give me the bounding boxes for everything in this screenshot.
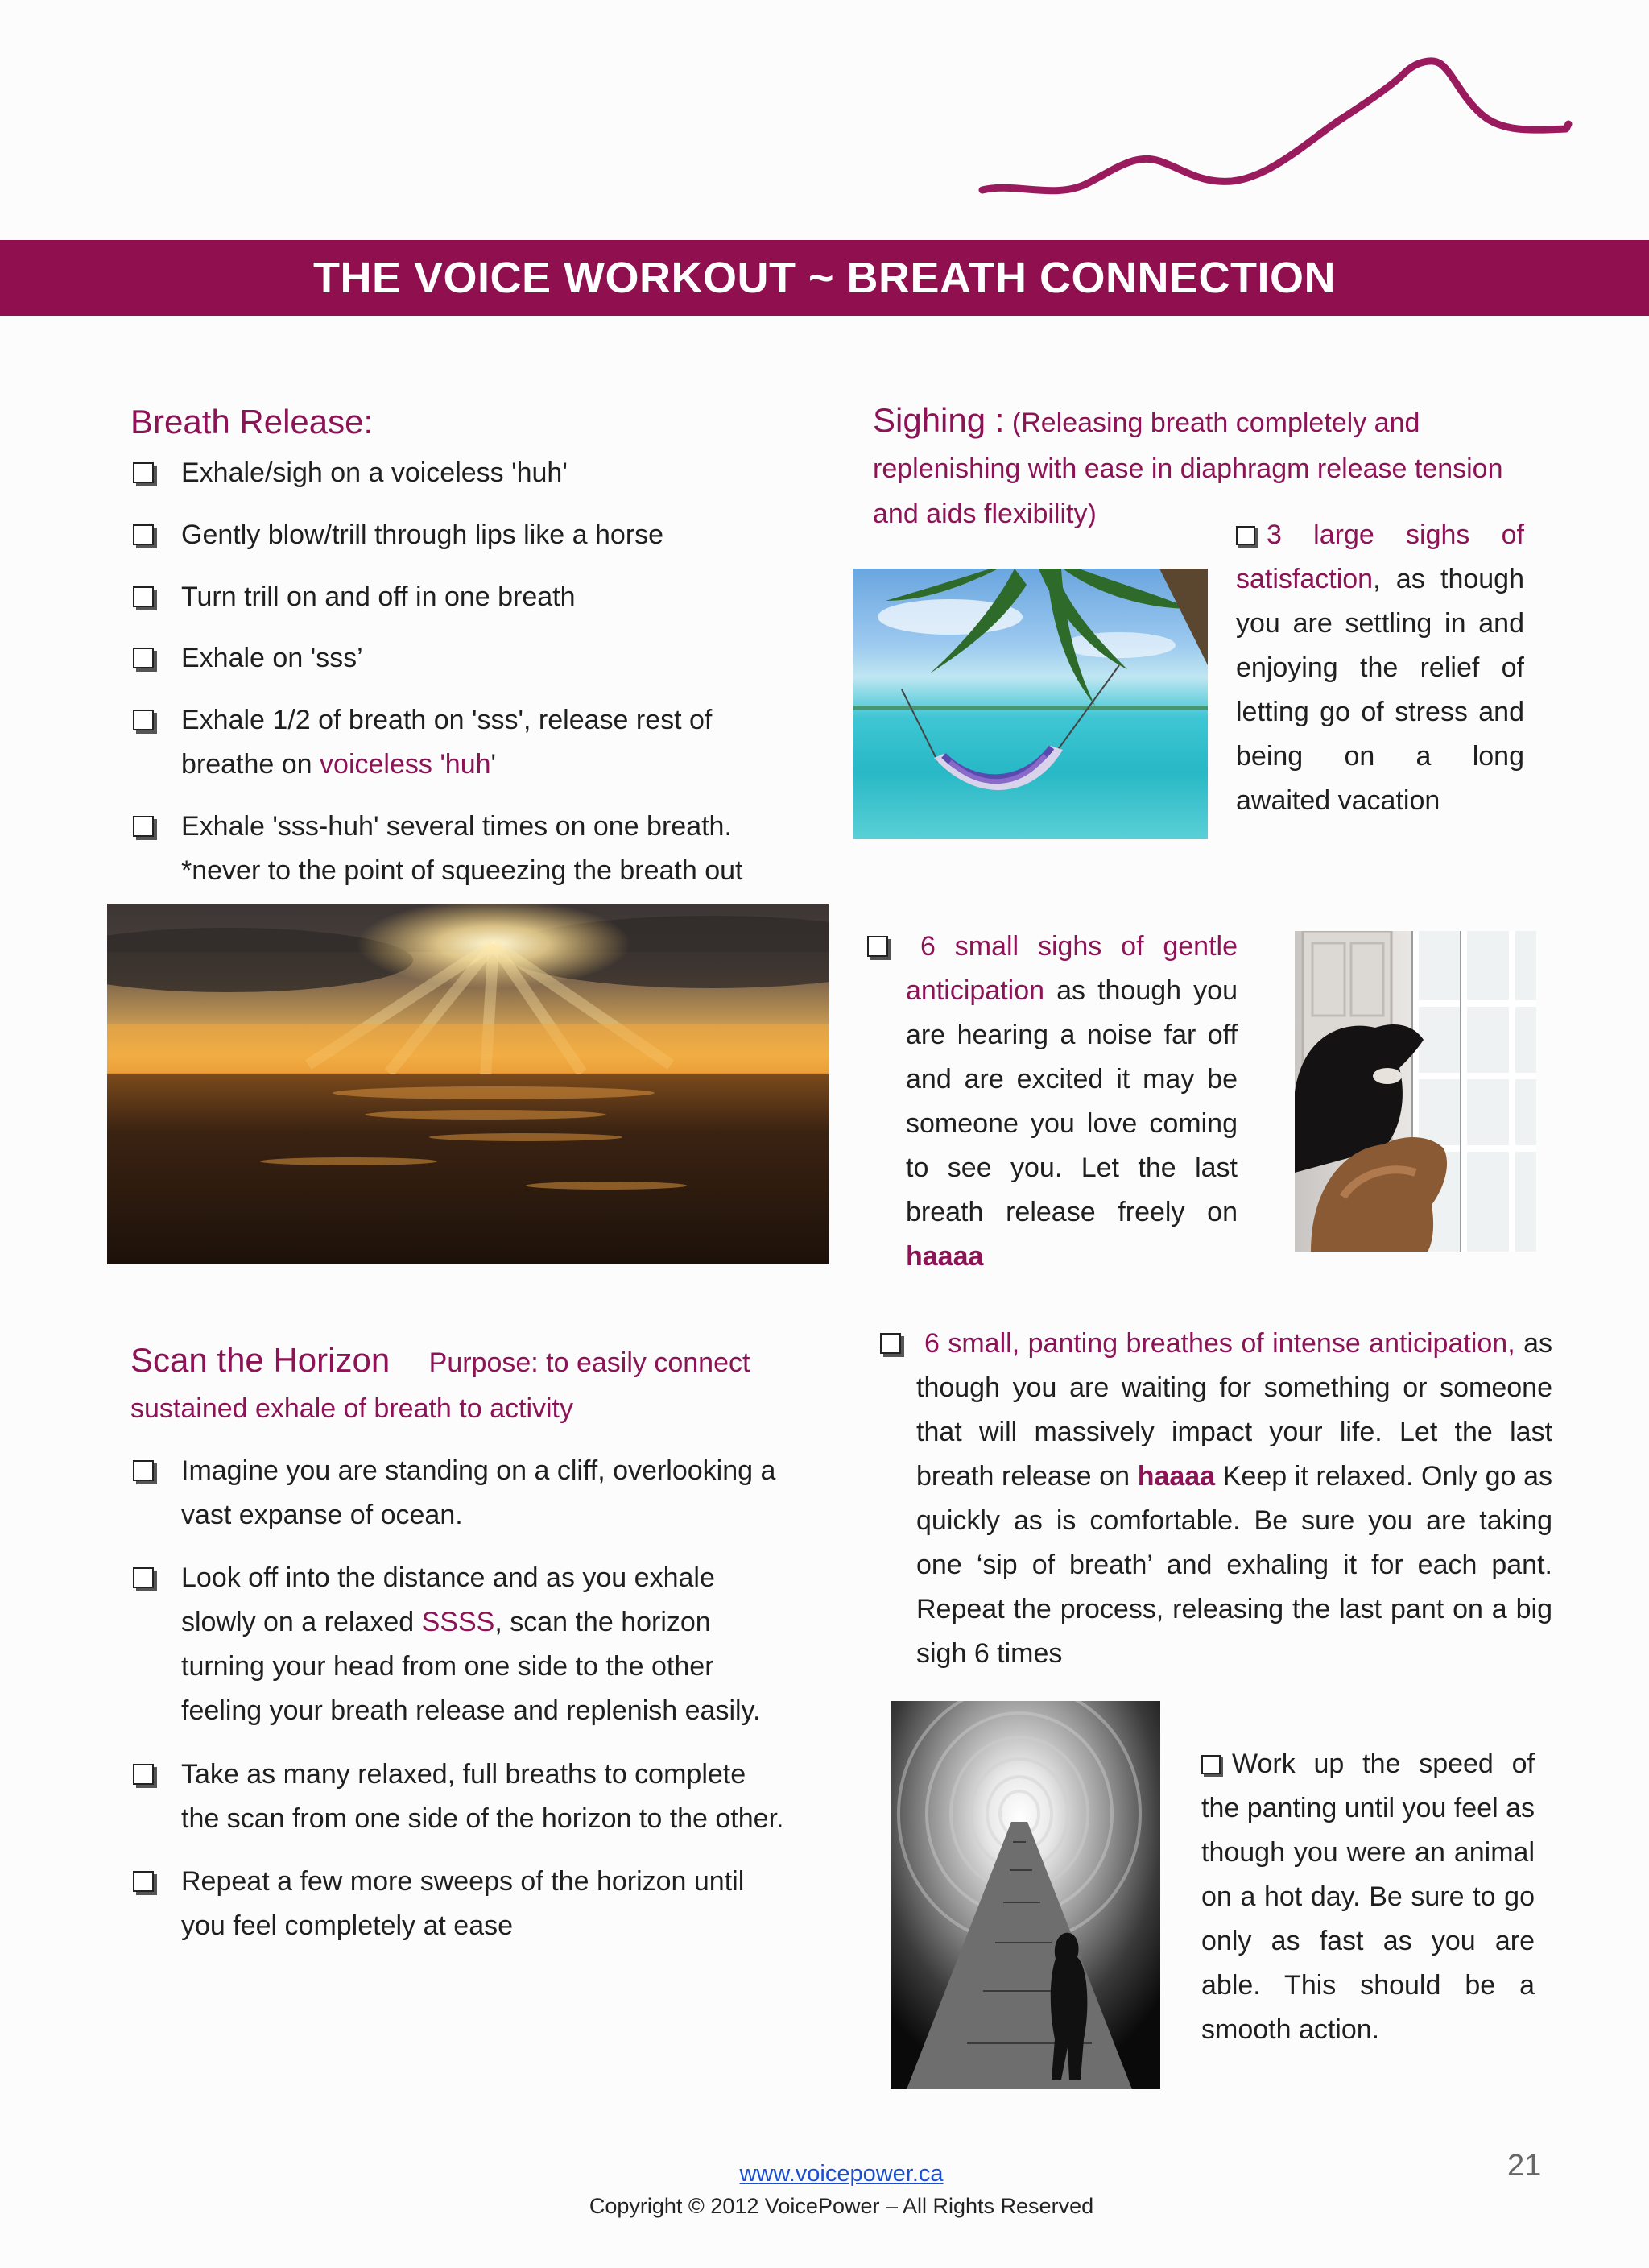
panting-text-2: Keep it relaxed. Only go as quickly as is comfortable. Be sure you are taking one ‘sip of breath’ and exhaling it for each pant. Repeat the process, releasing the last pant on a big sigh 6 times <box>916 1461 1552 1669</box>
footer-link-row <box>0 2161 1649 2187</box>
list-item <box>181 1860 744 1948</box>
website-link[interactable]: www.voicepower.ca <box>739 2161 944 2187</box>
list-item-text: Exhale on 'sss’ <box>181 643 363 673</box>
list-item-text: Exhale/sigh on a voiceless 'huh' <box>181 457 568 488</box>
list-item-text-2 <box>181 743 712 787</box>
large-sighs-item <box>1236 513 1524 823</box>
sighing-purpose-line1: (Releasing breath completely and <box>1004 408 1420 438</box>
checkbox-icon <box>133 1567 154 1588</box>
checkbox-icon <box>1236 526 1255 545</box>
hammock-beach-image <box>853 569 1208 839</box>
tunnel-walkway-image <box>891 1701 1160 2089</box>
list-item <box>181 575 576 619</box>
list-item-text: Look off into the distance and as you exhale <box>181 1562 715 1593</box>
list-item-text: Turn trill on and off in one breath <box>181 581 576 612</box>
work-up-text: Work up the speed of the panting until you feel as though you were an animal on a hot day. Be sure to go only as fast as you are able. This should be a smooth action. <box>1201 1749 1535 2045</box>
checkbox-icon <box>133 1460 154 1481</box>
sunset-ocean-image <box>107 904 829 1264</box>
list-item-text-2: you feel completely at ease <box>181 1910 514 1941</box>
page-title: THE VOICE WORKOUT ~ BREATH CONNECTION <box>312 254 1337 302</box>
sighing-heading: Sighing : <box>873 401 1005 439</box>
list-item-text: Imagine you are standing on a cliff, overlooking a <box>181 1455 776 1486</box>
squiggle-logo <box>966 40 1594 209</box>
scan-heading: Scan the Horizon <box>130 1341 391 1379</box>
list-item-text-2: vast expanse of ocean. <box>181 1500 463 1530</box>
list-item-text: Exhale 1/2 of breath on 'sss', release rest of <box>181 705 713 735</box>
highlight-text: satisfaction <box>1236 564 1374 594</box>
list-item <box>181 636 363 681</box>
copyright-text: Copyright © 2012 VoicePower – All Rights Reserved <box>589 2194 1094 2218</box>
title-banner <box>0 240 1649 316</box>
highlight-text: 6 small sighs of gentle anticipation <box>906 931 1238 1006</box>
work-up-item <box>1201 1742 1535 2052</box>
scan-purpose-line2: sustained exhale of breath to activity <box>130 1393 573 1424</box>
list-item-text-part: ' <box>490 749 497 780</box>
bold-text: haaaa <box>906 1241 984 1272</box>
sighing-purpose-line3: and aids flexibility) <box>873 499 1097 529</box>
checkbox-icon <box>867 936 888 957</box>
small-sighs-text: as though you are hearing a noise far off and are excited it may be someone you love coming to see you. Let the last breath release freely on <box>906 975 1238 1227</box>
list-item-text: Gently blow/trill through lips like a horse <box>181 519 664 550</box>
highlight-text: 3 large sighs of <box>1267 519 1524 550</box>
footer-page-number: 21 <box>1507 2149 1542 2183</box>
checkbox-icon <box>133 524 154 545</box>
panting-text: as though you are waiting for something or someone that will massively impact your life. Let the last breath release on <box>916 1328 1552 1492</box>
checkbox-icon <box>133 586 154 607</box>
list-item-text: Repeat a few more sweeps of the horizon until <box>181 1866 745 1897</box>
checkbox-icon <box>133 1871 154 1892</box>
checkbox-icon <box>133 710 154 730</box>
list-item <box>181 698 712 787</box>
scan-heading-row <box>130 1341 750 1380</box>
list-item <box>181 1556 760 1733</box>
list-item-text-2: *never to the point of squeezing the breath out <box>181 855 743 886</box>
sighing-purpose-line2: replenishing with ease in diaphragm release tension <box>873 453 1503 484</box>
checkbox-icon <box>133 648 154 668</box>
list-item-text-part: breathe on <box>181 749 320 780</box>
list-item <box>181 1753 783 1841</box>
dogs-at-window-image <box>1295 931 1536 1252</box>
list-item-text-2 <box>181 1600 760 1645</box>
list-item-text: Take as many relaxed, full breaths to complete <box>181 1759 746 1790</box>
list-item-text: Exhale 'sss-huh' several times on one breath. <box>181 811 732 842</box>
list-item <box>181 805 743 893</box>
breath-release-heading: Breath Release: <box>130 403 374 441</box>
list-item-text-part: , scan the horizon <box>494 1607 711 1637</box>
list-item <box>181 451 568 495</box>
highlight-text: SSSS <box>421 1607 495 1637</box>
highlight-text: voiceless 'huh <box>320 749 491 780</box>
checkbox-icon <box>133 462 154 483</box>
list-item <box>181 513 663 557</box>
small-sighs-item <box>906 925 1238 1279</box>
sighing-heading-row <box>873 401 1420 440</box>
bold-text: haaaa <box>1137 1461 1216 1492</box>
large-sighs-text: , as though you are settling in and enjoying the relief of letting go of stress and being on a long awaited vacation <box>1236 564 1524 816</box>
list-item <box>181 1449 775 1538</box>
checkbox-icon <box>133 1764 154 1785</box>
list-item-text-4: feeling your breath release and replenish easily. <box>181 1695 761 1726</box>
scan-purpose-line1: Purpose: to easily connect <box>428 1347 750 1378</box>
list-item-text-3: turning your head from one side to the other <box>181 1651 714 1682</box>
highlight-text: 6 small, panting breathes of intense anticipation, <box>924 1328 1515 1359</box>
list-item-text-part: slowly on a relaxed <box>181 1607 422 1637</box>
checkbox-icon <box>133 816 154 837</box>
checkbox-icon <box>1201 1755 1221 1774</box>
checkbox-icon <box>880 1333 901 1354</box>
list-item-text-2: the scan from one side of the horizon to the other. <box>181 1803 784 1834</box>
panting-item <box>916 1322 1552 1676</box>
